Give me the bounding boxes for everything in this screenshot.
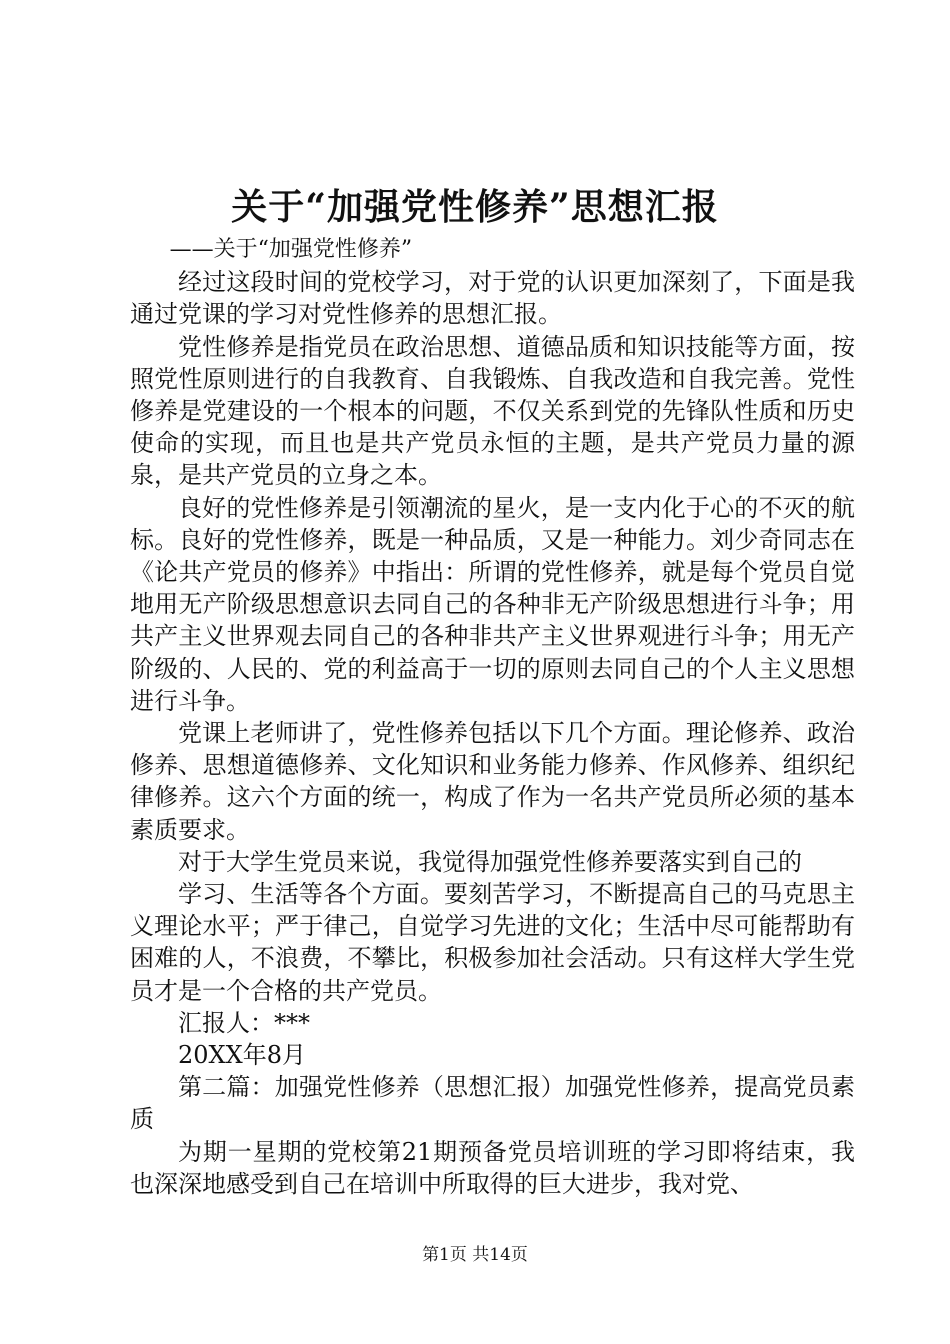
paragraph-students: 对于大学生党员来说，我觉得加强党性修养要落实到自己的 bbox=[178, 847, 802, 876]
paragraph-intro: 经过这段时间的党校学习，对于党的认识更加深刻了，下面是我通过党课的学习对党性修养的思想汇报。 bbox=[130, 268, 855, 329]
page-number-footer: 第1页 共14页 bbox=[422, 1245, 528, 1265]
paragraph-study-life: 学习、生活等各个方面。要刻苦学习，不断提高自己的马克思主义理论水平；严于律己，自觉学习先进的文化；生活中尽可能帮助有困难的人，不浪费，不攀比，积极参加社会活动。只有这样大学生党员才是一个合格的共产党员。 bbox=[130, 880, 855, 1005]
reporter-signature: 汇报人：*** bbox=[178, 1008, 310, 1037]
document-title: 关于“加强党性修养”思想汇报 bbox=[231, 186, 719, 228]
paragraph-aspects: 党课上老师讲了，党性修养包括以下几个方面。理论修养、政治修养、思想道德修养、文化知识和业务能力修养、作风修养、组织纪律修养。这六个方面的统一，构成了作为一名共产党员所必须的基本素质要求。 bbox=[130, 719, 855, 844]
document-body bbox=[130, 234, 855, 1200]
document-subtitle: ——关于“加强党性修养” bbox=[169, 237, 413, 262]
second-article-paragraph: 为期一星期的党校第21期预备党员培训班的学习即将结束，我也深深地感受到自己在培训中所取得的巨大进步，我对党、 bbox=[130, 1137, 855, 1198]
paragraph-definition: 党性修养是指党员在政治思想、道德品质和知识技能等方面，按照党性原则进行的自我教育、自我锻炼、自我改造和自我完善。党性修养是党建设的一个根本的问题，不仅关系到党的先锋队性质和历史使命的实现，而且也是共产党员永恒的主题，是共产党员力量的源泉，是共产党员的立身之本。 bbox=[130, 332, 855, 490]
report-date: 20XX年8月 bbox=[178, 1041, 306, 1070]
second-article-heading: 第二篇：加强党性修养（思想汇报）加强党性修养，提高党员素质 bbox=[130, 1073, 855, 1134]
paragraph-importance: 良好的党性修养是引领潮流的星火，是一支内化于心的不灭的航标。良好的党性修养，既是一种品质，又是一种能力。刘少奇同志在《论共产党员的修养》中指出：所谓的党性修养，就是每个党员自觉地用无产阶级思想意识去同自己的各种非无产阶级思想进行斗争；用共产主义世界观去同自己的各种非共产主义世界观进行斗争；用无产阶级的、人民的、党的利益高于一切的原则去同自己的个人主义思想进行斗争。 bbox=[130, 493, 855, 715]
